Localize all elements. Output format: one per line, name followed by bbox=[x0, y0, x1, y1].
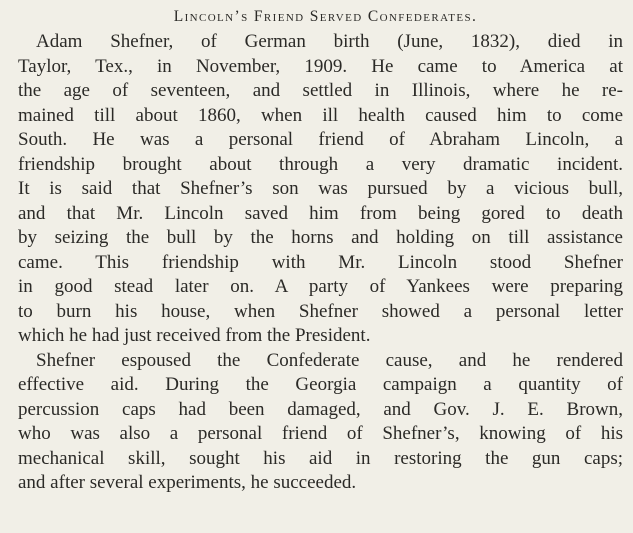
text-line: Taylor, Tex., in November, 1909. He came to America at bbox=[18, 55, 623, 77]
text-line: It is said that Shefner’s son was pursued by a vicious bull, bbox=[18, 178, 623, 199]
text-line: and after several experiments, he succeeded. bbox=[18, 472, 357, 493]
text-line: to burn his house, when Shefner showed a personal letter bbox=[18, 300, 623, 322]
text-line: the age of seventeen, and settled in Illinois, where he re- bbox=[18, 80, 623, 101]
text-line: by seizing the bull by the horns and holding on till assistance bbox=[18, 227, 623, 248]
text-line: in good stead later on. A party of Yankees were preparing bbox=[18, 276, 623, 297]
text-line: Shefner espoused the Confederate cause, and he rendered bbox=[36, 349, 623, 371]
text-line: which he had just received from the President. bbox=[18, 325, 371, 346]
article-title: Lincoln’s Friend Served Confederates. bbox=[173, 8, 478, 25]
text-line: came. This friendship with Mr. Lincoln stood Shefner bbox=[18, 251, 623, 273]
text-line: mechanical skill, sought his aid in restoring the gun caps; bbox=[18, 447, 623, 469]
text-line: Adam Shefner, of German birth (June, 1832), died in bbox=[36, 31, 623, 52]
text-line: friendship brought about through a very dramatic incident. bbox=[18, 153, 623, 175]
text-line: who was also a personal friend of Shefner’s, knowing of his bbox=[18, 423, 623, 444]
paragraph-2 bbox=[18, 349, 623, 496]
text-line: and that Mr. Lincoln saved him from being gored to death bbox=[18, 202, 623, 224]
paragraph-1 bbox=[18, 30, 623, 349]
text-line: percussion caps had been damaged, and Gov. J. E. Brown, bbox=[18, 398, 623, 420]
text-line: mained till about 1860, when ill health caused him to come bbox=[18, 104, 623, 126]
text-line: effective aid. During the Georgia campaign a quantity of bbox=[18, 374, 623, 395]
text-line: South. He was a personal friend of Abraham Lincoln, a bbox=[18, 129, 623, 150]
